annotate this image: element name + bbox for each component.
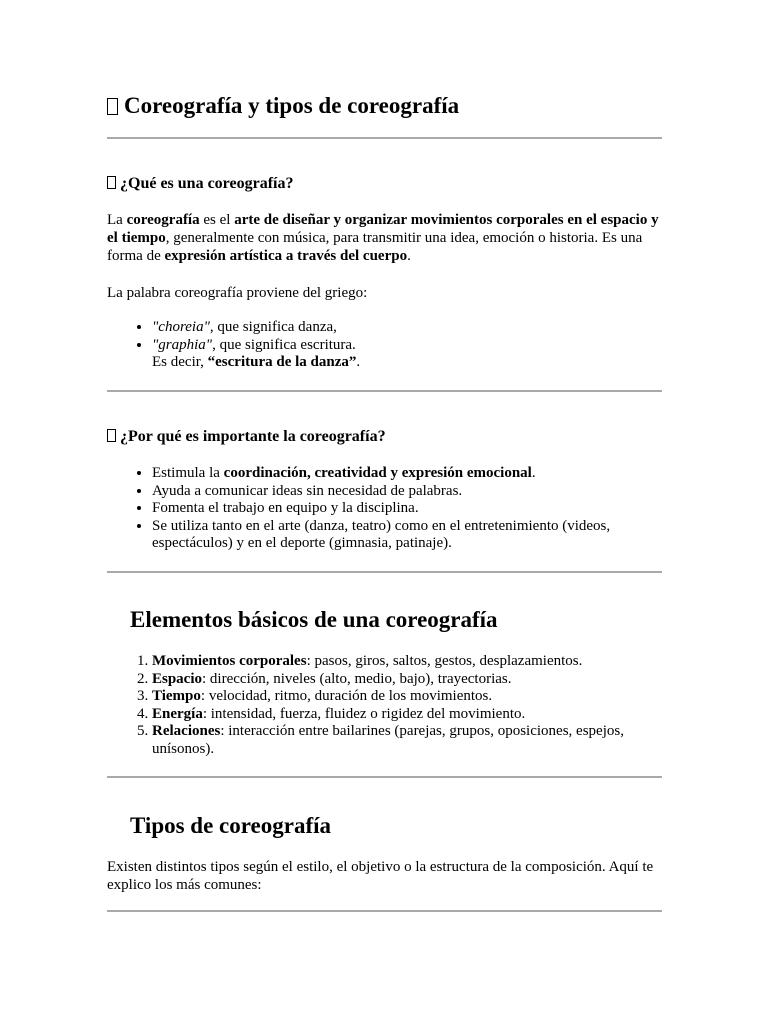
- list-item: • Se utiliza tanto en el arte (danza, teatro) como en el entretenimiento (videos, espectáculos) y en el deporte (gimnasia, patinaje).: [152, 518, 667, 553]
- section-heading-importancia: [107, 427, 386, 447]
- text-run: La: [107, 212, 127, 228]
- list-item: [152, 319, 667, 337]
- paragraph-origin: La palabra coreografía proviene del griego:: [107, 285, 368, 301]
- section-heading-text: ¿Qué es una coreografía?: [120, 175, 294, 192]
- text-run: .: [356, 354, 361, 370]
- list-item: • Ayuda a comunicar ideas sin necesidad de palabras.: [152, 483, 667, 501]
- list-item: [152, 653, 667, 671]
- bold-run: Relaciones: [152, 723, 221, 739]
- text-run: : intensidad, fuerza, fluidez o rigidez del movimiento.: [202, 705, 526, 722]
- list-item: [152, 688, 667, 706]
- bold-run: “escritura de la danza”: [207, 354, 357, 370]
- list-item: • Fomenta el trabajo en equipo y la disciplina.: [152, 500, 667, 518]
- section-heading-tipos: Tipos de coreografía: [130, 813, 332, 838]
- italic-run: "graphia": [152, 336, 213, 353]
- bold-run: Espacio: [152, 670, 203, 687]
- list-item-continuation: [152, 354, 667, 372]
- bold-run: coreografía: [126, 212, 200, 228]
- bold-run: Tiempo: [152, 688, 201, 704]
- etymology-list: [107, 319, 667, 372]
- text-run: : dirección, niveles (alto, medio, bajo), trayectorias.: [202, 670, 512, 687]
- text-run: es el: [199, 212, 235, 228]
- horizontal-rule: [107, 571, 662, 573]
- list-item: [152, 465, 667, 483]
- missing-glyph-icon: [107, 429, 116, 442]
- page-title-text: Coreografía y tipos de coreografía: [124, 93, 460, 118]
- text-run: , que significa danza,: [209, 319, 337, 335]
- bold-run: expresión artística a través del cuerpo: [164, 248, 408, 264]
- text-run: .: [531, 465, 536, 481]
- italic-run: "choreia": [152, 319, 210, 335]
- text-run: : pasos, giros, saltos, gestos, desplazamientos.: [306, 653, 583, 669]
- paragraph-definition: [107, 211, 667, 265]
- section-heading-text: ¿Por qué es importante la coreografía?: [120, 428, 386, 445]
- horizontal-rule: [107, 390, 662, 392]
- horizontal-rule: [107, 137, 662, 139]
- text-run: : interacción entre bailarines (parejas, grupos, oposiciones, espejos, unísonos).: [152, 723, 624, 757]
- text-run: Estimula la: [152, 465, 224, 481]
- text-run: , generalmente con música, para transmitir una idea, emoción o historia. Es una forma de: [107, 230, 643, 264]
- importance-list: [107, 465, 667, 553]
- list-item: [152, 723, 667, 758]
- section-heading-que-es: [107, 174, 293, 194]
- horizontal-rule: [107, 776, 662, 778]
- bold-run: Energía: [152, 705, 203, 722]
- bold-run: arte de diseñar y organizar movimientos corporales en el espacio y el tiempo: [107, 212, 659, 246]
- list-item: [152, 337, 667, 372]
- text-run: : velocidad, ritmo, duración de los movimientos.: [200, 688, 493, 704]
- section-heading-elementos: Elementos básicos de una coreografía: [130, 607, 498, 632]
- bold-run: Movimientos corporales: [152, 653, 307, 669]
- paragraph-tipos-intro: Existen distintos tipos según el estilo, el objetivo o la estructura de la composición. Aquí te explico los más comunes:: [107, 859, 654, 893]
- list-item: [152, 706, 667, 724]
- text-run: Es decir,: [152, 354, 208, 370]
- horizontal-rule: [107, 910, 662, 912]
- bold-run: coordinación, creatividad y expresión emocional: [223, 465, 532, 481]
- text-run: .: [407, 248, 411, 264]
- missing-glyph-icon: [107, 98, 118, 115]
- elements-list: [107, 653, 667, 758]
- text-run: , que significa escritura.: [212, 336, 356, 353]
- page-title: [107, 92, 459, 120]
- list-item: [152, 671, 667, 689]
- missing-glyph-icon: [107, 176, 116, 189]
